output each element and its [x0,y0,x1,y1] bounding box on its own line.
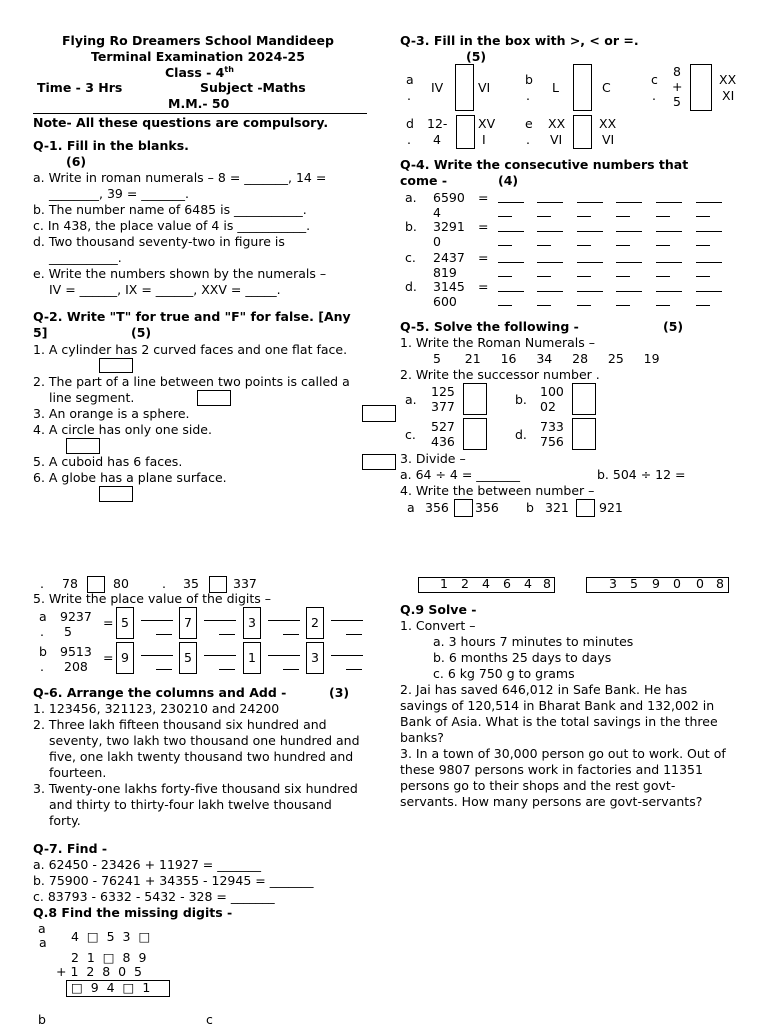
q4-answer-blank[interactable] [537,231,563,232]
pv-row-number-line2: 5 [64,624,72,639]
class-label: Class - 4th [165,64,234,80]
q5-successor-answer-box[interactable] [463,383,487,415]
q4-title-line1: Q-4. Write the consecutive numbers that [400,157,689,172]
q5-between-b-2: 921 [599,500,623,515]
q5-marks: (5) [663,319,684,334]
q5-successor-number-line1: 733 [540,419,564,434]
q4-row-equals: = [478,250,489,265]
q4-answer-blank[interactable] [537,262,563,263]
q3-c-left-3: 5 [673,94,681,109]
q4-answer-blank-short[interactable] [577,245,591,246]
q5-part-4: 4. Write the between number – [400,483,595,498]
q4-row-number-line1: 6590 [433,190,465,205]
q3-b-left: L [552,80,559,95]
q4-answer-blank-short[interactable] [656,216,670,217]
q4-answer-blank-short[interactable] [616,276,630,277]
q4-answer-blank[interactable] [656,262,682,263]
q4-answer-blank-short[interactable] [498,276,512,277]
q8-row-2: 2 1 □ 8 9 [71,950,147,965]
q5-successor-label: b. [515,392,527,407]
q4-answer-blank[interactable] [696,262,722,263]
q2-answer-box-6[interactable] [99,486,133,502]
q5-part-1: 1. Write the Roman Numerals – [400,335,596,350]
q3-c-left-1: 8 [673,64,681,79]
q7-b: b. 75900 - 76241 + 34355 - 12945 = _______ [33,873,314,888]
pv-answer-blank-short[interactable] [346,669,362,670]
q5-successor-number-line2: 436 [431,434,455,449]
q5-between-b-box[interactable] [576,499,595,517]
q4-row-number-line2: 4 [433,205,441,220]
q4-answer-blank[interactable] [696,202,722,203]
q4-answer-blank[interactable] [537,202,563,203]
q5-successor-number-line1: 527 [431,419,455,434]
digit-strip-1-digit: 8 [543,576,551,591]
q4-row-label: b. [405,219,417,234]
q4-answer-blank-short[interactable] [498,245,512,246]
q5-between-b-label: b [526,500,534,515]
q8-c-label: c [206,1012,213,1027]
pv-row-dot: . [40,659,44,674]
q4-row-label: d. [405,279,417,294]
q3-b-label: b [525,72,533,87]
pv-digit-box: 7 [179,607,197,639]
q6-item-3b: and thirty to thirty-four lakh twelve thousand [49,797,332,812]
q4-row-equals: = [478,279,489,294]
pv-answer-blank[interactable] [331,655,363,656]
q4-answer-blank-short[interactable] [696,276,710,277]
q6-item-2a: 2. Three lakh fifteen thousand six hundred and [33,717,327,732]
q1-b: b. The number name of 6485 is ___________. [33,202,307,217]
q4-title-line2: come - [400,173,448,188]
q3-d-right-2: I [482,132,486,147]
q4-answer-blank-short[interactable] [616,216,630,217]
q4-answer-blank[interactable] [696,291,722,292]
pv-answer-blank[interactable] [268,620,300,621]
q5-successor-label: a. [405,392,417,407]
q4-answer-blank-short[interactable] [537,245,551,246]
q2-answer-box-4[interactable] [66,438,100,454]
q3-d-left-2: 4 [433,132,441,147]
digit-strip-2-digit: 0 [696,576,704,591]
q3-d-left-1: 12- [427,116,448,131]
q4-answer-blank[interactable] [616,231,642,232]
q5-title: Q-5. Solve the following - [400,319,579,334]
q1-c: c. In 438, the place value of 4 is ___________. [33,218,311,233]
q4-answer-blank[interactable] [498,262,524,263]
digit-strip-2-digit: 9 [652,576,660,591]
q2-answer-box-1[interactable] [99,358,133,373]
q9-part-3d: servants. How many persons are govt-servants? [400,794,703,809]
max-marks: M.M.- 50 [168,96,230,111]
q6-item-2d: fourteen. [49,765,107,780]
q8-a-label: a [38,921,46,936]
q1-marks: (6) [66,154,87,169]
q6-marks: (3) [329,685,350,700]
q4-row-number-line1: 3291 [433,219,465,234]
q6-item-3c: forty. [49,813,81,828]
digit-strip-2-digit: 8 [716,576,724,591]
q8-row-1: 4 □ 5 3 □ [71,929,151,944]
digit-strip-2-digit: 5 [630,576,638,591]
q3-c-compare-box[interactable] [690,64,712,111]
q4-row-number-line2: 0 [433,234,441,249]
pv-digit-box: 5 [179,642,197,674]
q1-e-line1: e. Write the numbers shown by the numerals – [33,266,327,281]
q4-answer-blank-short[interactable] [696,216,710,217]
q1-e-line2: IV = ______, IX = ______, XXV = _____. [49,282,281,297]
pv-digit-box: 5 [116,607,134,639]
pv-row-dot: . [40,624,44,639]
pv-row-number-line2: 208 [64,659,88,674]
q4-answer-blank-short[interactable] [498,305,512,306]
q3-a-label: a [406,72,414,87]
digit-strip-1-digit: 4 [524,576,532,591]
q5-between-a-2: 356 [475,500,499,515]
q5-successor-label: d. [515,427,527,442]
q5-part-2: 2. Write the successor number . [400,367,600,382]
q6-title: Q-6. Arrange the columns and Add - [33,685,287,700]
pv-answer-blank-short[interactable] [156,634,172,635]
q2-statement-2a: 2. The part of a line between two points is called a [33,374,350,389]
q2-statement-4: 4. A circle has only one side. [33,422,212,437]
pv-row-number-line1: 9513 [60,644,92,659]
pv-digit-box: 3 [243,607,261,639]
pv-answer-blank[interactable] [204,620,236,621]
q5-divide-b: b. 504 ÷ 12 = [597,467,686,482]
q4-row-number-line2: 819 [433,265,457,280]
q4-answer-blank[interactable] [696,231,722,232]
q1-d-line2: ___________. [49,250,122,265]
q4-answer-blank[interactable] [498,291,524,292]
pv-answer-blank-short[interactable] [283,634,299,635]
q2-statement-5: 5. A cuboid has 6 faces. [33,454,183,469]
q3-b-compare-box[interactable] [573,64,592,111]
pv-row-label: a [39,609,47,624]
q4-answer-blank-short[interactable] [498,216,512,217]
q5-roman-numbers: 5 21 16 34 28 25 19 [433,351,660,366]
q4-row-number-line2: 600 [433,294,457,309]
q8-title: Q.8 Find the missing digits - [33,905,233,920]
digit-strip-1-digit: 6 [503,576,511,591]
q4-row-number-line1: 3145 [433,279,465,294]
q4-answer-blank[interactable] [577,262,603,263]
place-value-instruction: 5. Write the place value of the digits – [33,591,272,606]
q3-e-left-1: XX [548,116,566,131]
q3-b-right: C [602,80,611,95]
q1-d-line1: d. Two thousand seventy-two in figure is [33,234,285,249]
header-divider [33,113,367,114]
pv-digit-box: 2 [306,607,324,639]
q5-successor-number-line2: 02 [540,399,556,414]
q5-between-a-box[interactable] [454,499,473,517]
q2-title-line1: Q-2. Write "T" for true and "F" for false. [Any [33,309,351,324]
q3-c-right-1: XX [719,72,737,87]
cont-num-1: 78 [62,576,78,591]
pv-digit-box: 1 [243,642,261,674]
pv-answer-blank-short[interactable] [283,669,299,670]
q5-between-a-1: 356 [425,500,449,515]
q2-answer-box-5[interactable] [362,454,396,470]
digit-strip-1-digit: 4 [482,576,490,591]
q3-d-label: d [406,116,414,131]
q8-b-label: b [38,1012,46,1027]
q4-answer-blank[interactable] [616,262,642,263]
q3-a-left: IV [431,80,444,95]
q5-between-b-1: 321 [545,500,569,515]
q3-a-compare-box[interactable] [455,64,474,111]
cont-num-2: 80 [113,576,129,591]
pv-answer-blank-short[interactable] [219,669,235,670]
q4-answer-blank[interactable] [498,202,524,203]
pv-row-equals: = [103,650,114,665]
q7-c: c. 83793 - 6332 - 5432 - 328 = _______ [33,889,275,904]
q2-statement-3: 3. An orange is a sphere. [33,406,190,421]
q9-part-3a: 3. In a town of 30,000 person go out to work. Out of [400,746,726,761]
digit-strip-2-digit: 0 [673,576,681,591]
q4-row-label: c. [405,250,416,265]
q2-statement-2b: line segment. [49,390,135,405]
q5-successor-number-line1: 125 [431,384,455,399]
pv-digit-box: 9 [116,642,134,674]
q9-part-2d: banks? [400,730,444,745]
cont-num-4: 337 [233,576,257,591]
q3-e-label: e [525,116,533,131]
q2-answer-box-2[interactable] [197,390,231,406]
time-label: Time - 3 Hrs [37,80,123,95]
q4-answer-blank[interactable] [616,291,642,292]
q4-answer-blank-short[interactable] [537,276,551,277]
q5-successor-answer-box[interactable] [463,418,487,450]
pv-answer-blank[interactable] [141,655,173,656]
q6-item-3a: 3. Twenty-one lakhs forty-five thousand six hundred [33,781,358,796]
q4-answer-blank-short[interactable] [537,305,551,306]
q1-a-line1: a. Write in roman numerals – 8 = _______, 14 = [33,170,327,185]
q4-marks: (4) [498,173,519,188]
q9-part-1: 1. Convert – [400,618,476,633]
q9-part-1c: c. 6 kg 750 g to grams [433,666,575,681]
pv-answer-blank[interactable] [141,620,173,621]
q5-successor-label: c. [405,427,416,442]
q3-c-dot: . [652,88,656,103]
q4-row-label: a. [405,190,417,205]
q6-item-2c: five, one lakh twenty thousand two hundred and [49,749,354,764]
q8-row-3: + 1 2 8 0 5 [56,964,142,979]
note-text: Note- All these questions are compulsory. [33,115,329,130]
q9-part-3c: persons go to their shops and the rest govt- [400,778,676,793]
q4-answer-blank[interactable] [537,291,563,292]
q2-statement-6: 6. A globe has a plane surface. [33,470,227,485]
pv-answer-blank-short[interactable] [219,634,235,635]
q3-d-compare-box[interactable] [456,115,475,149]
q3-a-dot: . [407,88,411,103]
q5-successor-answer-box[interactable] [572,418,596,450]
pv-answer-blank-short[interactable] [346,634,362,635]
q4-answer-blank-short[interactable] [577,305,591,306]
q3-e-dot: . [526,132,530,147]
q4-answer-blank-short[interactable] [656,276,670,277]
q3-b-dot: . [526,88,530,103]
q3-e-right-1: XX [599,116,617,131]
q2-answer-box-3[interactable] [362,405,396,422]
q9-part-3b: these 9807 persons work in factories and 11351 [400,762,703,777]
pv-answer-blank[interactable] [204,655,236,656]
q9-part-1b: b. 6 months 25 days to days [433,650,612,665]
q3-e-left-2: VI [550,132,563,147]
q4-row-equals: = [478,219,489,234]
q3-c-right-2: XI [722,88,735,103]
q8-row-4: □ 9 4 □ 1 [71,980,151,995]
q2-statement-1: 1. A cylinder has 2 curved faces and one flat face. [33,342,348,357]
q8-a-dot: a [39,935,47,950]
q5-successor-number-line2: 377 [431,399,455,414]
q5-successor-answer-box[interactable] [572,383,596,415]
q4-row-number-line1: 2437 [433,250,465,265]
exam-title: Terminal Examination 2024-25 [91,49,305,64]
q4-answer-blank-short[interactable] [656,245,670,246]
q6-item-1: 1. 123456, 321123, 230210 and 24200 [33,701,280,716]
q4-answer-blank-short[interactable] [616,305,630,306]
cont-num-3: 35 [183,576,199,591]
q9-part-2b: savings of 120,514 in Bharat Bank and 132,002 in [400,698,715,713]
q3-marks: (5) [466,49,487,64]
pv-answer-blank[interactable] [331,620,363,621]
q7-a: a. 62450 - 23426 + 11927 = _______ [33,857,261,872]
q3-d-right-1: XV [478,116,496,131]
digit-strip-1-digit: 1 [440,576,448,591]
q4-answer-blank[interactable] [656,291,682,292]
digit-strip-2-digit: 3 [609,576,617,591]
q4-answer-blank[interactable] [577,231,603,232]
q5-part-3: 3. Divide – [400,451,466,466]
q3-e-right-2: VI [602,132,615,147]
pv-row-equals: = [103,615,114,630]
q4-answer-blank[interactable] [498,231,524,232]
q4-answer-blank-short[interactable] [616,245,630,246]
q5-between-a-label: a [407,500,415,515]
q4-answer-blank-short[interactable] [696,245,710,246]
q4-answer-blank[interactable] [577,291,603,292]
q3-e-compare-box[interactable] [573,115,592,149]
q4-answer-blank[interactable] [656,231,682,232]
q5-successor-number-line2: 756 [540,434,564,449]
q9-part-2c: Bank of Asia. What is the total savings in the three [400,714,718,729]
cont-dot-2: . [162,576,166,591]
q4-answer-blank[interactable] [656,202,682,203]
q3-d-dot: . [407,132,411,147]
pv-digit-box: 3 [306,642,324,674]
q4-answer-blank[interactable] [616,202,642,203]
q4-row-equals: = [478,190,489,205]
q4-answer-blank-short[interactable] [577,276,591,277]
q9-part-2a: 2. Jai has saved 646,012 in Safe Bank. He has [400,682,688,697]
q5-successor-number-line1: 100 [540,384,564,399]
q4-answer-blank-short[interactable] [577,216,591,217]
q9-part-1a: a. 3 hours 7 minutes to minutes [433,634,634,649]
q4-answer-blank[interactable] [577,202,603,203]
q7-title: Q-7. Find - [33,841,108,856]
q3-title: Q-3. Fill in the box with >, < or =. [400,33,639,48]
q3-a-right: VI [478,80,491,95]
pv-row-number-line1: 9237 [60,609,92,624]
digit-strip-1-digit: 2 [461,576,469,591]
q4-answer-blank-short[interactable] [537,216,551,217]
cont-dot-1: . [40,576,44,591]
subject-label: Subject -Maths [200,80,306,95]
pv-row-label: b [39,644,47,659]
pv-answer-blank[interactable] [268,655,300,656]
pv-answer-blank-short[interactable] [156,669,172,670]
school-name: Flying Ro Dreamers School Mandideep [62,33,334,48]
q4-answer-blank-short[interactable] [656,305,670,306]
q4-answer-blank-short[interactable] [696,305,710,306]
q6-item-2b: seventy, two lakh two thousand one hundred and [49,733,360,748]
q2-marks: (5) [131,325,152,340]
q3-c-label: c [651,72,658,87]
q5-divide-a: a. 64 ÷ 4 = _______ [400,467,521,482]
q1-title: Q-1. Fill in the blanks. [33,138,189,153]
q9-title: Q.9 Solve - [400,602,477,617]
q2-title-line2: 5] [33,325,48,340]
q1-a-line2: ________, 39 = _______. [49,186,189,201]
q3-c-left-2: + [672,79,683,94]
